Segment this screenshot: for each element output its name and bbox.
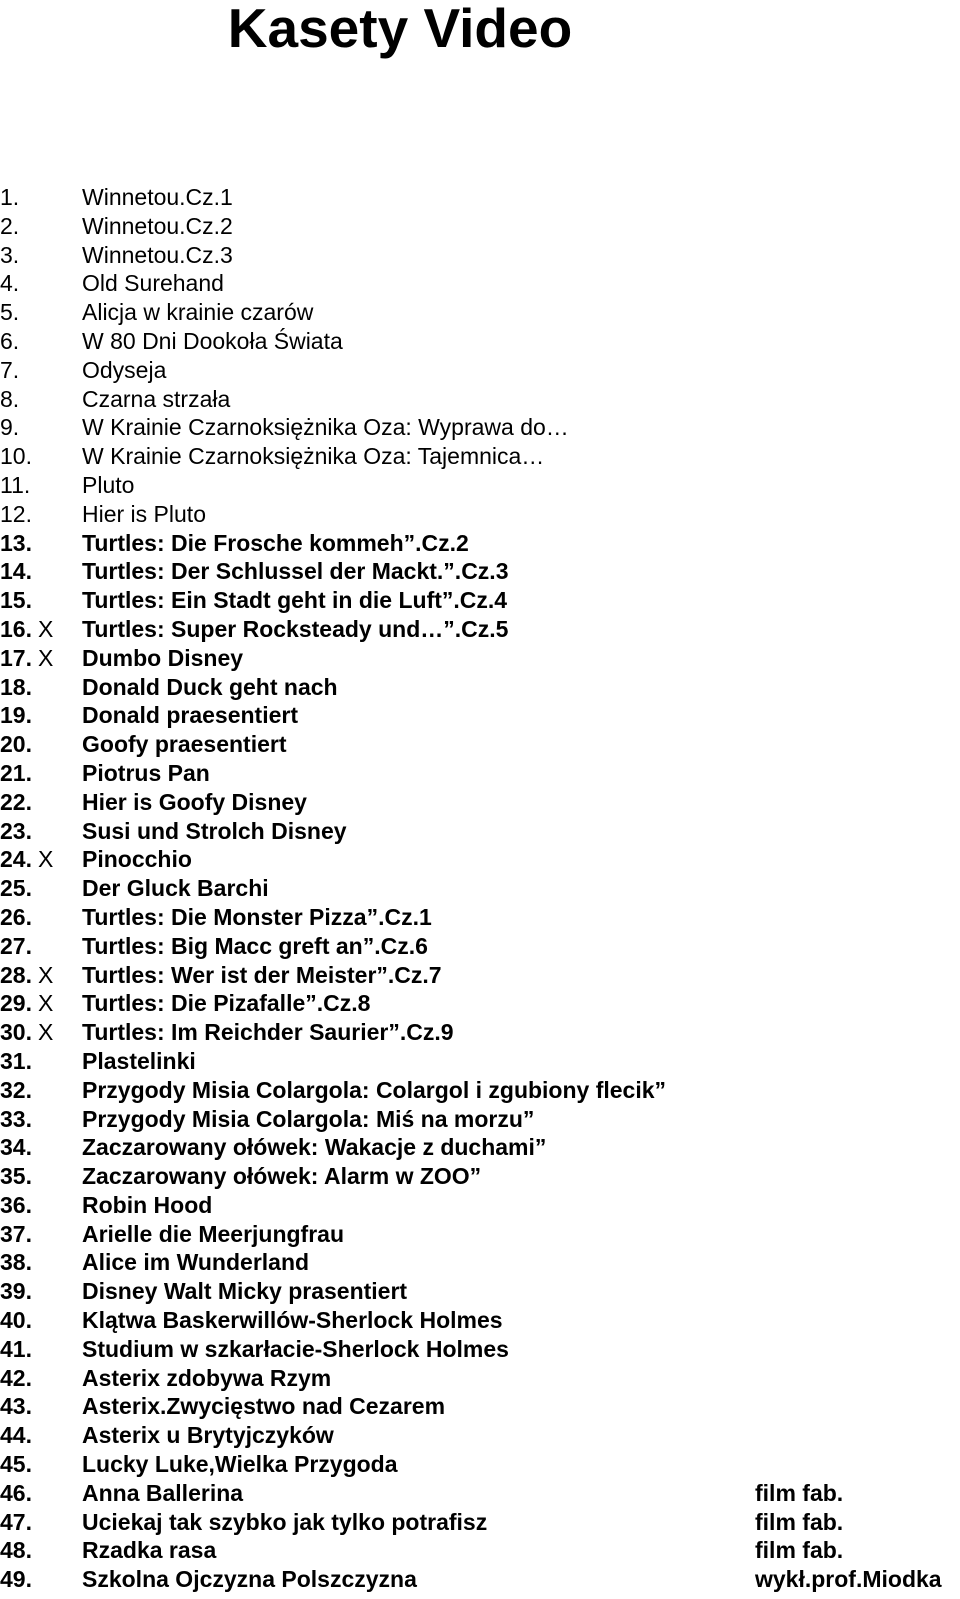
list-item xyxy=(0,529,960,558)
list-item xyxy=(0,557,960,586)
list-item xyxy=(0,615,960,644)
list-item xyxy=(0,241,960,270)
list-item xyxy=(0,730,960,759)
item-title: W Krainie Czarnoksiężnika Oza: Tajemnica… xyxy=(82,443,545,470)
item-number: 38. xyxy=(0,1249,32,1276)
item-title: Der Gluck Barchi xyxy=(82,875,269,902)
item-title: Studium w szkarłacie-Sherlock Holmes xyxy=(82,1335,509,1362)
item-number: 44. xyxy=(0,1422,32,1449)
item-note: wykł.prof.Miodka xyxy=(755,1566,942,1593)
item-number: 4. xyxy=(0,270,20,297)
item-title: Asterix.Zwycięstwo nad Cezarem xyxy=(82,1393,446,1420)
item-title: Plastelinki xyxy=(82,1047,196,1074)
item-number: 46. xyxy=(0,1479,32,1506)
item-title: Przygody Misia Colargola: Colargol i zgubiony flecik” xyxy=(82,1076,667,1103)
item-title: Robin Hood xyxy=(82,1191,213,1218)
item-number: 31. xyxy=(0,1047,32,1074)
item-mark: X xyxy=(38,961,54,988)
item-number: 33. xyxy=(0,1105,32,1132)
item-number: 17. xyxy=(0,644,32,671)
list-item xyxy=(0,1047,960,1076)
item-number: 26. xyxy=(0,903,32,930)
item-title: Lucky Luke,Wielka Przygoda xyxy=(82,1451,398,1478)
list-item xyxy=(0,874,960,903)
item-title: Szkolna Ojczyzna Polszczyzna xyxy=(82,1566,417,1593)
item-title: Klątwa Baskerwillów-Sherlock Holmes xyxy=(82,1307,503,1334)
item-title: Turtles: Die Pizafalle”.Cz.8 xyxy=(82,990,371,1017)
item-title: Asterix zdobywa Rzym xyxy=(82,1364,332,1391)
item-title: Turtles: Die Monster Pizza”.Cz.1 xyxy=(82,903,432,930)
item-number: 16. xyxy=(0,615,32,642)
item-title: Hier is Goofy Disney xyxy=(82,788,307,815)
list-item xyxy=(0,356,960,385)
item-title: Susi und Strolch Disney xyxy=(82,817,347,844)
item-title: Turtles: Wer ist der Meister”.Cz.7 xyxy=(82,961,442,988)
item-number: 49. xyxy=(0,1566,32,1593)
item-title: Winnetou.Cz.2 xyxy=(82,212,233,239)
list-item xyxy=(0,442,960,471)
list-item xyxy=(0,327,960,356)
item-number: 19. xyxy=(0,702,32,729)
item-number: 43. xyxy=(0,1393,32,1420)
item-title: Turtles: Big Macc greft an”.Cz.6 xyxy=(82,932,428,959)
list-item xyxy=(0,1392,960,1421)
item-title: Odyseja xyxy=(82,356,167,383)
item-number: 8. xyxy=(0,385,20,412)
list-item xyxy=(0,701,960,730)
item-title: W Krainie Czarnoksiężnika Oza: Wyprawa do… xyxy=(82,414,569,441)
list-item xyxy=(0,1248,960,1277)
list-item xyxy=(0,961,960,990)
list-item xyxy=(0,1364,960,1393)
item-number: 32. xyxy=(0,1076,32,1103)
item-number: 5. xyxy=(0,299,20,326)
list-item xyxy=(0,269,960,298)
item-title: Goofy praesentiert xyxy=(82,731,287,758)
item-mark: X xyxy=(38,846,54,873)
item-title: Turtles: Die Frosche kommeh”.Cz.2 xyxy=(82,529,469,556)
item-title: Turtles: Der Schlussel der Mackt.”.Cz.3 xyxy=(82,558,509,585)
item-number: 45. xyxy=(0,1451,32,1478)
list-item xyxy=(0,1133,960,1162)
item-mark: X xyxy=(38,615,54,642)
list-item xyxy=(0,759,960,788)
page-title: Kasety Video xyxy=(227,0,573,59)
item-number: 42. xyxy=(0,1364,32,1391)
item-title: Uciekaj tak szybko jak tylko potrafisz xyxy=(82,1508,488,1535)
item-number: 35. xyxy=(0,1163,32,1190)
item-number: 15. xyxy=(0,587,32,614)
item-number: 23. xyxy=(0,817,32,844)
item-title: Old Surehand xyxy=(82,270,224,297)
item-number: 29. xyxy=(0,990,32,1017)
item-note: film fab. xyxy=(755,1479,844,1506)
item-number: 48. xyxy=(0,1537,32,1564)
item-mark: X xyxy=(38,644,54,671)
list-item xyxy=(0,1479,960,1508)
list-item xyxy=(0,817,960,846)
item-number: 2. xyxy=(0,212,20,239)
list-item xyxy=(0,1162,960,1191)
list-item xyxy=(0,471,960,500)
list-item xyxy=(0,1076,960,1105)
item-number: 6. xyxy=(0,327,20,354)
item-title: Donald Duck geht nach xyxy=(82,673,338,700)
item-mark: X xyxy=(38,990,54,1017)
item-title: Hier is Pluto xyxy=(82,500,206,527)
item-number: 7. xyxy=(0,356,20,383)
item-title: W 80 Dni Dookoła Świata xyxy=(82,327,343,354)
item-number: 24. xyxy=(0,846,32,873)
item-title: Czarna strzała xyxy=(82,385,231,412)
item-number: 12. xyxy=(0,500,32,527)
video-cassette-list xyxy=(0,183,960,1594)
item-title: Winnetou.Cz.1 xyxy=(82,184,233,210)
item-number: 10. xyxy=(0,443,32,470)
item-number: 27. xyxy=(0,932,32,959)
item-number: 20. xyxy=(0,731,32,758)
item-number: 36. xyxy=(0,1191,32,1218)
list-item xyxy=(0,673,960,702)
item-number: 22. xyxy=(0,788,32,815)
item-title: Piotrus Pan xyxy=(82,759,210,786)
item-number: 40. xyxy=(0,1307,32,1334)
list-item xyxy=(0,1536,960,1565)
list-item xyxy=(0,413,960,442)
list-item xyxy=(0,1565,960,1594)
item-title: Dumbo Disney xyxy=(82,644,244,671)
list-item xyxy=(0,385,960,414)
item-note: film fab. xyxy=(755,1537,844,1564)
item-number: 18. xyxy=(0,673,32,700)
item-number: 39. xyxy=(0,1278,32,1305)
item-title: Winnetou.Cz.3 xyxy=(82,241,233,268)
list-item xyxy=(0,212,960,241)
item-number: 1. xyxy=(0,184,20,210)
list-item xyxy=(0,586,960,615)
list-item xyxy=(0,989,960,1018)
list-item xyxy=(0,1277,960,1306)
list-item xyxy=(0,845,960,874)
item-number: 9. xyxy=(0,414,20,441)
item-number: 11. xyxy=(0,471,31,498)
item-title: Rzadka rasa xyxy=(82,1537,217,1564)
item-number: 21. xyxy=(0,759,32,786)
list-item xyxy=(0,1421,960,1450)
item-title: Turtles: Ein Stadt geht in die Luft”.Cz.4 xyxy=(82,587,508,614)
list-item xyxy=(0,500,960,529)
item-number: 25. xyxy=(0,875,32,902)
list-item xyxy=(0,298,960,327)
list-item xyxy=(0,932,960,961)
item-title: Turtles: Im Reichder Saurier”.Cz.9 xyxy=(82,1019,454,1046)
item-number: 30. xyxy=(0,1019,32,1046)
list-item xyxy=(0,1508,960,1537)
item-title: Alice im Wunderland xyxy=(82,1249,310,1276)
item-number: 34. xyxy=(0,1134,32,1161)
item-number: 41. xyxy=(0,1335,32,1362)
item-mark: X xyxy=(38,1019,54,1046)
list-item xyxy=(0,1335,960,1364)
list-item xyxy=(0,1105,960,1134)
item-title: Pluto xyxy=(82,471,135,498)
item-title: Zaczarowany ołówek: Wakacje z duchami” xyxy=(82,1134,547,1161)
item-number: 3. xyxy=(0,241,20,268)
list-item xyxy=(0,644,960,673)
item-title: Disney Walt Micky prasentiert xyxy=(82,1278,408,1305)
item-title: Arielle die Meerjungfrau xyxy=(82,1220,345,1247)
item-number: 28. xyxy=(0,961,32,988)
item-title: Anna Ballerina xyxy=(82,1479,244,1506)
list-item xyxy=(0,183,960,212)
item-title: Zaczarowany ołówek: Alarm w ZOO” xyxy=(82,1163,482,1190)
list-item xyxy=(0,1450,960,1479)
item-title: Asterix u Brytyjczyków xyxy=(82,1422,334,1449)
list-item xyxy=(0,788,960,817)
item-number: 47. xyxy=(0,1508,32,1535)
item-title: Przygody Misia Colargola: Miś na morzu” xyxy=(82,1105,535,1132)
item-number: 14. xyxy=(0,558,32,585)
item-title: Turtles: Super Rocksteady und…”.Cz.5 xyxy=(82,615,509,642)
item-number: 37. xyxy=(0,1220,32,1247)
item-title: Alicja w krainie czarów xyxy=(82,299,314,326)
list-item xyxy=(0,1191,960,1220)
list-item xyxy=(0,1220,960,1249)
list-item xyxy=(0,903,960,932)
item-title: Donald praesentiert xyxy=(82,702,298,729)
item-note: film fab. xyxy=(755,1508,844,1535)
item-title: Pinocchio xyxy=(82,846,192,873)
list-item xyxy=(0,1018,960,1047)
item-number: 13. xyxy=(0,529,32,556)
list-item xyxy=(0,1306,960,1335)
